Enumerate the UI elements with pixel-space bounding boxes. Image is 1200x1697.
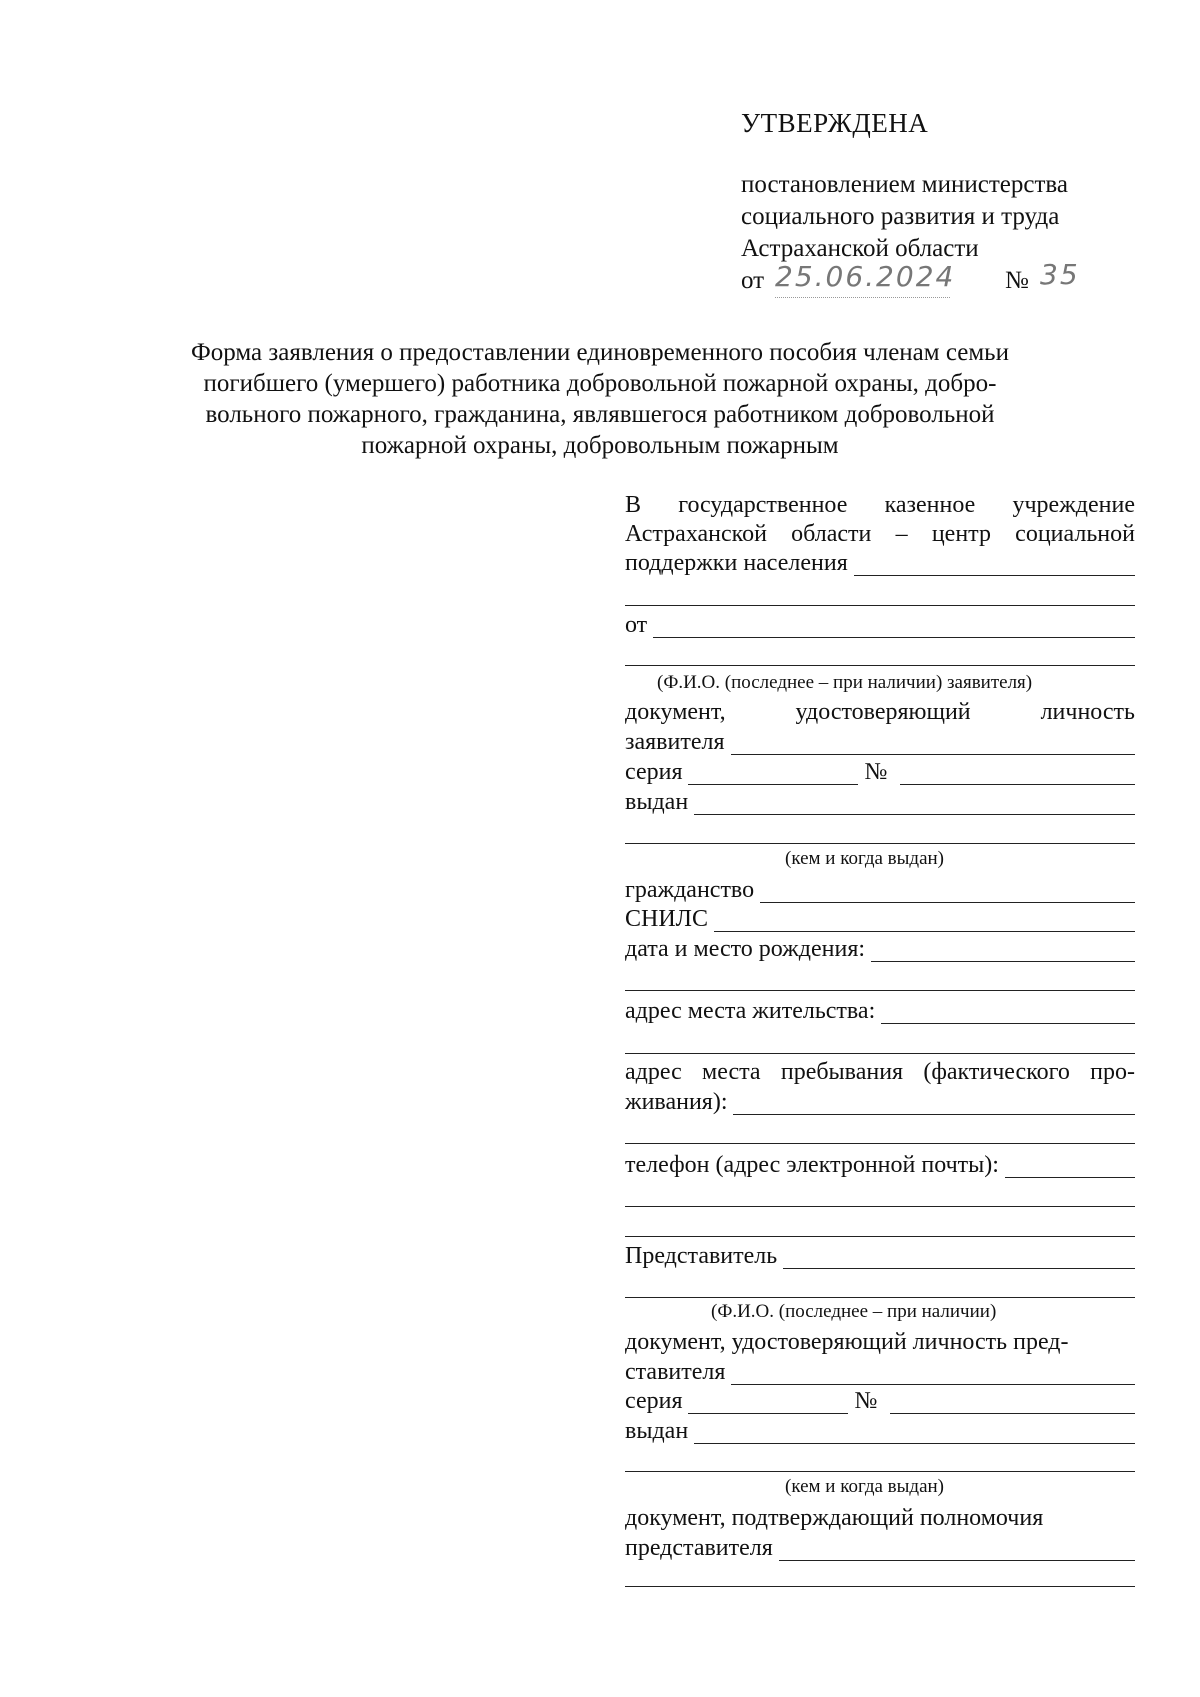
form-title: [150, 337, 1050, 461]
applicant-doc-line-1: документ, удостоверяющий личность: [625, 699, 1135, 725]
applicant-issued-caption: (кем и когда выдан): [785, 848, 945, 869]
residence-extra-blank[interactable]: [625, 1053, 1135, 1054]
applicant-fio-caption: (Ф.И.О. (последнее – при наличии) заявителя): [657, 672, 1033, 693]
approval-date-prefix: от: [741, 267, 765, 294]
citizenship-field[interactable]: гражданство: [625, 875, 1135, 903]
addressee-line-1: В государственное казенное учреждение: [625, 492, 1135, 518]
field-underline[interactable]: [779, 1538, 1135, 1561]
number-underline[interactable]: [900, 762, 1135, 785]
field-underline[interactable]: [653, 615, 1135, 638]
field-underline[interactable]: [694, 1421, 1135, 1444]
representative-field[interactable]: Представитель: [625, 1241, 1135, 1269]
number-underline[interactable]: [890, 1391, 1135, 1414]
approval-number-handwritten: 35: [1040, 258, 1080, 291]
field-underline[interactable]: [731, 1362, 1135, 1385]
representative-issued-field[interactable]: выдан: [625, 1416, 1135, 1444]
form-title-line-3: вольного пожарного, гражданина, являвшегося работником добровольной: [205, 401, 995, 428]
representative-extra-blank[interactable]: [625, 1297, 1135, 1298]
approval-line-2: социального развития и труда: [741, 203, 1060, 230]
field-underline[interactable]: [854, 553, 1135, 576]
representative-issued-blank[interactable]: [625, 1471, 1135, 1472]
snils-field[interactable]: СНИЛС: [625, 904, 1135, 932]
applicant-doc-field[interactable]: заявителя: [625, 727, 1135, 755]
authority-extra-blank[interactable]: [625, 1586, 1135, 1587]
representative-series-number[interactable]: серия №: [625, 1386, 1135, 1414]
form-title-line-2: погибшего (умершего) работника добровольной пожарной охраны, добро-: [203, 370, 997, 397]
applicant-series-number[interactable]: серия №: [625, 757, 1135, 785]
phone-extra-blank-2[interactable]: [625, 1236, 1135, 1237]
field-underline[interactable]: [760, 880, 1135, 903]
authority-line-1: документ, подтверждающий полномочия: [625, 1505, 1044, 1531]
field-underline[interactable]: [881, 1001, 1135, 1024]
phone-field[interactable]: телефон (адрес электронной почты):: [625, 1150, 1135, 1178]
representative-issued-caption: (кем и когда выдан): [785, 1476, 945, 1497]
approval-stamp: УТВЕРЖДЕНА: [741, 108, 929, 138]
approval-line-3: Астраханской области: [741, 235, 979, 262]
representative-doc-line-1: документ, удостоверяющий личность пред-: [625, 1329, 1069, 1355]
applicant-issued-blank[interactable]: [625, 843, 1135, 844]
field-underline[interactable]: [694, 792, 1135, 815]
representative-doc-field[interactable]: ставителя: [625, 1357, 1135, 1385]
field-underline[interactable]: [733, 1092, 1135, 1115]
field-underline[interactable]: [871, 939, 1135, 962]
field-underline[interactable]: [714, 909, 1135, 932]
approval-line-1: постановлением министерства: [741, 171, 1068, 198]
representative-fio-caption: (Ф.И.О. (последнее – при наличии): [711, 1301, 997, 1322]
birth-extra-blank[interactable]: [625, 990, 1135, 991]
addressee-line-2: Астраханской области – центр социальной: [625, 521, 1135, 547]
stay-extra-blank[interactable]: [625, 1143, 1135, 1144]
applicant-issued-field[interactable]: выдан: [625, 787, 1135, 815]
series-underline[interactable]: [688, 762, 858, 785]
addressee-line-3[interactable]: поддержки населения: [625, 548, 1135, 576]
field-underline[interactable]: [731, 732, 1135, 755]
addressee-extra-blank[interactable]: [625, 605, 1135, 606]
approval-number-prefix: №: [1005, 267, 1029, 294]
stay-field[interactable]: живания):: [625, 1087, 1135, 1115]
authority-field[interactable]: представителя: [625, 1533, 1135, 1561]
stay-line-1: адрес места пребывания (фактического про-: [625, 1059, 1135, 1085]
from-extra-blank[interactable]: [625, 665, 1135, 666]
birth-field[interactable]: дата и место рождения:: [625, 934, 1135, 962]
series-underline[interactable]: [688, 1391, 848, 1414]
phone-extra-blank-1[interactable]: [625, 1206, 1135, 1207]
field-underline[interactable]: [1005, 1155, 1135, 1178]
form-title-line-4: пожарной охраны, добровольным пожарным: [361, 432, 839, 459]
field-underline[interactable]: [783, 1246, 1135, 1269]
approval-date-underline: [775, 297, 950, 298]
form-title-line-1: Форма заявления о предоставлении единовременного пособия членам семьи: [191, 339, 1009, 366]
approval-date-handwritten: 25.06.2024: [775, 260, 956, 293]
from-field[interactable]: от: [625, 610, 1135, 638]
residence-field[interactable]: адрес места жительства:: [625, 996, 1135, 1024]
